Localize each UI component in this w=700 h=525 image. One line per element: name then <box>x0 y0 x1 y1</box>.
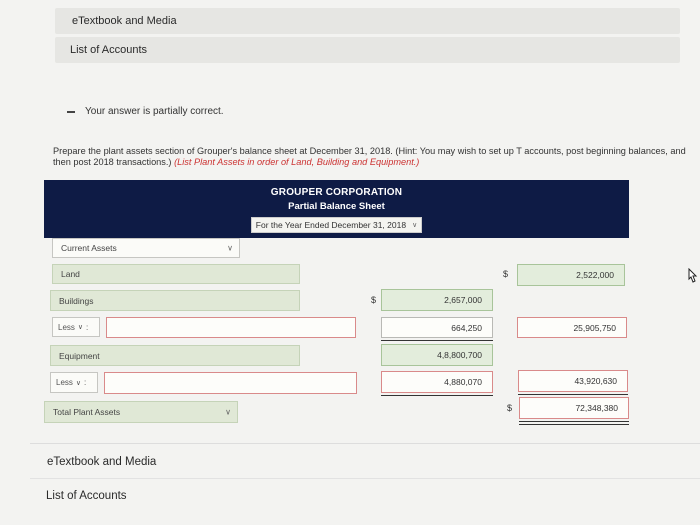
buildings-label: Buildings <box>59 295 94 306</box>
equipment-account-select[interactable] <box>50 345 300 366</box>
section-select[interactable] <box>52 238 240 258</box>
company-name: GROUPER CORPORATION <box>270 187 403 198</box>
land-dollar-sign: $ <box>503 269 509 279</box>
less-select-2[interactable] <box>50 372 98 393</box>
chevron-down-icon: ∨ <box>412 222 418 229</box>
list-of-accounts-link-bottom[interactable]: List of Accounts <box>46 490 127 502</box>
list-of-accounts-link[interactable]: List of Accounts <box>70 44 148 56</box>
bottom-divider <box>30 478 700 479</box>
equipment-label: Equipment <box>59 350 100 361</box>
colon-1: : <box>86 322 89 332</box>
total-plant-assets-input[interactable]: 72,348,380 <box>519 397 629 419</box>
period-select[interactable] <box>251 217 422 233</box>
colon-2: : <box>84 378 87 387</box>
chevron-down-icon: ∨ <box>227 243 233 253</box>
equipment-amount-input[interactable]: 4,8,800,700 <box>381 344 493 366</box>
section-label: Current Assets <box>61 243 117 253</box>
land-amount-input[interactable]: 2,522,000 <box>517 264 625 286</box>
total-double-underline-top <box>519 421 629 422</box>
land-account-select[interactable] <box>52 264 300 284</box>
less-account-input-2[interactable] <box>104 372 357 394</box>
partial-status-icon <box>67 111 75 113</box>
subtotal-underline-2 <box>381 395 493 396</box>
instructions <box>53 146 693 168</box>
less-account-input-1[interactable] <box>106 317 356 338</box>
accounts-bar[interactable] <box>55 37 680 63</box>
buildings-dollar-sign: $ <box>371 295 377 305</box>
period-value: For the Year Ended December 31, 2018 <box>255 220 407 230</box>
chevron-down-icon: ∨ <box>75 379 82 387</box>
total-dollar-sign: $ <box>507 403 513 413</box>
statement-title: Partial Balance Sheet <box>288 201 385 212</box>
etextbook-link[interactable]: eTextbook and Media <box>72 15 177 27</box>
buildings-account-select[interactable] <box>50 290 300 311</box>
chevron-down-icon: ∨ <box>77 324 84 331</box>
net-buildings-input[interactable]: 25,905,750 <box>517 317 627 338</box>
status-text: Your answer is partially correct. <box>85 106 224 117</box>
total-plant-assets-select[interactable] <box>44 401 238 423</box>
instructions-hint: (List Plant Assets in order of Land, Building and Equipment.) <box>174 157 420 167</box>
less-label-2: Less <box>56 378 73 387</box>
buildings-amount-input[interactable]: 2,657,000 <box>381 289 493 311</box>
less-select-1[interactable] <box>52 317 100 337</box>
accumulated-depreciation-buildings-input[interactable]: 664,250 <box>381 317 493 338</box>
chevron-down-icon: ∨ <box>225 407 231 417</box>
less-label-1: Less <box>58 322 75 332</box>
mouse-cursor-icon <box>686 268 700 291</box>
subtotal-underline-1 <box>381 340 493 341</box>
instructions-main: Prepare the plant assets section of Grouper's balance sheet at December 31, 2018. (Hint: You may wish to set up T accounts, post beginning balances, and then post 2018 transactions.) <box>53 146 686 167</box>
statement-header <box>44 180 629 238</box>
subtotal-underline-3 <box>518 394 628 395</box>
total-double-underline-bottom <box>519 424 629 425</box>
total-label: Total Plant Assets <box>53 407 121 417</box>
section-divider <box>30 443 700 444</box>
etextbook-link-bottom[interactable]: eTextbook and Media <box>47 456 157 468</box>
answer-status <box>67 106 224 117</box>
net-equipment-input[interactable]: 43,920,630 <box>518 370 628 392</box>
accumulated-depreciation-equipment-input[interactable]: 4,880,070 <box>381 371 493 393</box>
land-label: Land <box>61 269 80 279</box>
